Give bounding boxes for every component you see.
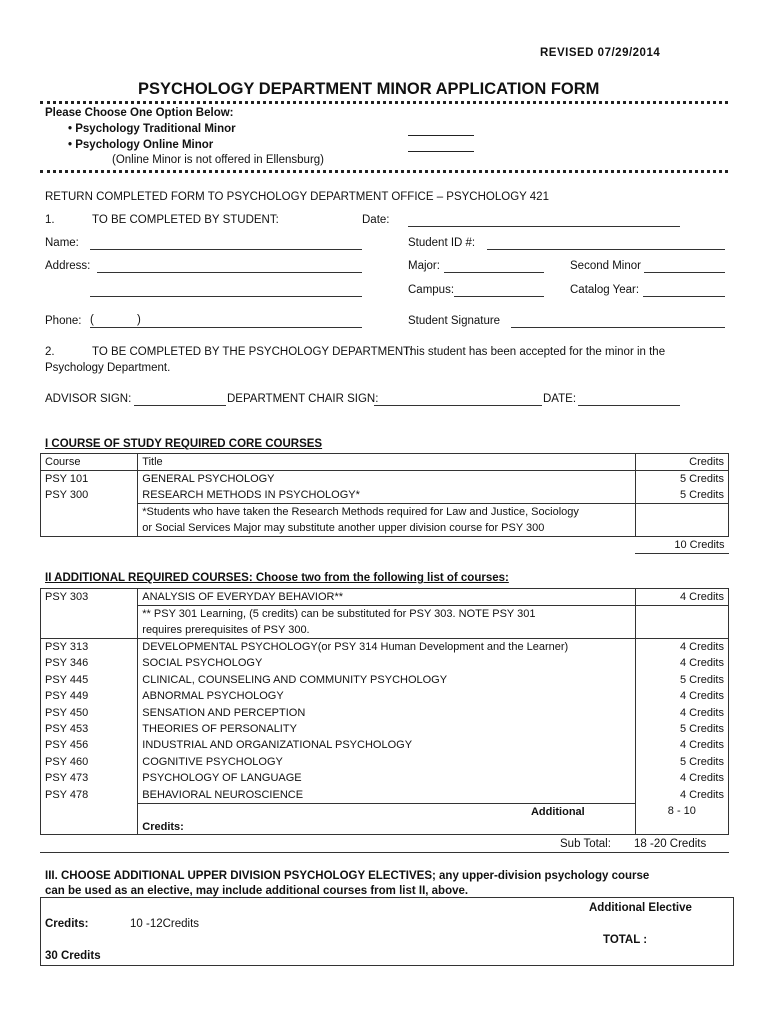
course-code: PSY 346 xyxy=(41,655,138,671)
subtotal-value: 18 -20 Credits xyxy=(634,838,707,850)
section-1-number: 1. xyxy=(45,214,55,226)
empty-cell xyxy=(41,504,138,537)
section-3-heading-2: can be used as an elective, may include additional courses from list II, above. xyxy=(45,885,469,897)
empty-cell xyxy=(635,606,728,639)
table-header-row xyxy=(41,454,729,471)
course-code: PSY 449 xyxy=(41,688,138,704)
course-code: PSY 445 xyxy=(41,672,138,688)
course-code: PSY 460 xyxy=(41,754,138,770)
empty-cell xyxy=(41,537,636,554)
course-credits: 5 Credits xyxy=(635,721,728,737)
option-online[interactable]: • Psychology Online Minor xyxy=(68,139,214,151)
course-title: DEVELOPMENTAL PSYCHOLOGY(or PSY 314 Human Development and the Learner) xyxy=(138,639,635,656)
table-row xyxy=(41,589,729,606)
table-row xyxy=(41,705,729,721)
major-label: Major: xyxy=(408,260,440,272)
course-credits: 4 Credits xyxy=(635,705,728,721)
second-minor-field[interactable] xyxy=(644,260,725,273)
section-1-heading: I COURSE OF STUDY REQUIRED CORE COURSES xyxy=(45,438,323,450)
course-title: ABNORMAL PSYCHOLOGY xyxy=(138,688,635,704)
student-id-field[interactable] xyxy=(487,237,725,250)
psy301-note xyxy=(138,606,635,639)
core-courses-table xyxy=(40,453,729,554)
dept-section-heading: TO BE COMPLETED BY THE PSYCHOLOGY DEPARTMENT: xyxy=(92,346,413,358)
course-title: RESEARCH METHODS IN PSYCHOLOGY* xyxy=(138,487,635,504)
phone-field[interactable] xyxy=(90,315,362,328)
course-title: ANALYSIS OF EVERYDAY BEHAVIOR** xyxy=(138,589,635,606)
course-code: PSY 456 xyxy=(41,737,138,753)
date-label: Date: xyxy=(362,214,390,226)
option-traditional-label: Psychology Traditional Minor xyxy=(75,123,236,135)
name-label: Name: xyxy=(45,237,79,249)
course-title: SENSATION AND PERCEPTION xyxy=(138,705,635,721)
empty-cell xyxy=(635,504,728,537)
catalog-year-field[interactable] xyxy=(643,284,725,297)
name-field[interactable] xyxy=(90,237,362,250)
course-code: PSY 303 xyxy=(41,589,138,606)
table-row xyxy=(41,672,729,688)
second-minor-label: Second Minor xyxy=(570,260,641,272)
note-line-2: requires prerequisites of PSY 300. xyxy=(142,624,310,636)
table-row xyxy=(41,688,729,704)
campus-field[interactable] xyxy=(454,284,544,297)
course-code: PSY 450 xyxy=(41,705,138,721)
col-title-header: Title xyxy=(138,454,635,471)
section-2-number: 2. xyxy=(45,346,55,358)
course-code: PSY 478 xyxy=(41,787,138,804)
table-row xyxy=(41,487,729,504)
note-line-1: *Students who have taken the Research Methods required for Law and Justice, Sociology xyxy=(142,506,579,518)
dotted-divider xyxy=(40,170,728,173)
col-course-header: Course xyxy=(41,454,138,471)
credits-label: Credits: xyxy=(142,820,184,833)
course-credits: 4 Credits xyxy=(635,737,728,753)
total-value: 30 Credits xyxy=(45,950,101,962)
course-title: GENERAL PSYCHOLOGY xyxy=(138,471,635,488)
date-field[interactable] xyxy=(408,214,680,227)
table-row xyxy=(41,787,729,804)
course-code: PSY 101 xyxy=(41,471,138,488)
dept-date-field[interactable] xyxy=(578,393,680,406)
course-credits: 5 Credits xyxy=(635,487,728,504)
phone-label: Phone: xyxy=(45,315,82,327)
subtotal-label: Sub Total: xyxy=(560,838,611,850)
additional-credits-cell xyxy=(138,803,635,834)
course-title: COGNITIVE PSYCHOLOGY xyxy=(138,754,635,770)
online-note: (Online Minor is not offered in Ellensburg) xyxy=(112,154,325,166)
table-row xyxy=(41,754,729,770)
electives-credits-value: 10 -12Credits xyxy=(130,918,200,930)
dept-acceptance-text: This student has been accepted for the minor in the xyxy=(403,346,666,358)
course-title: BEHAVIORAL NEUROSCIENCE xyxy=(138,787,635,804)
additional-credits-row xyxy=(41,803,729,834)
major-field[interactable] xyxy=(444,260,544,273)
chair-sign-label: DEPARTMENT CHAIR SIGN: xyxy=(227,393,379,405)
student-section-heading: TO BE COMPLETED BY STUDENT: xyxy=(92,214,279,226)
course-credits: 4 Credits xyxy=(635,639,728,656)
phone-area-open: ( xyxy=(90,314,94,326)
total-label: TOTAL : xyxy=(603,934,648,946)
table-row xyxy=(41,639,729,656)
table-row xyxy=(41,606,729,639)
address-label: Address: xyxy=(45,260,91,272)
course-credits: 4 Credits xyxy=(635,770,728,786)
course-code: PSY 313 xyxy=(41,639,138,656)
divider xyxy=(40,852,729,853)
section-3-heading: III. CHOOSE ADDITIONAL UPPER DIVISION PSYCHOLOGY ELECTIVES; any upper-division psychology course xyxy=(45,870,650,882)
advisor-sign-field[interactable] xyxy=(134,393,226,406)
options-heading: Please Choose One Option Below: xyxy=(45,107,234,119)
course-code: PSY 453 xyxy=(41,721,138,737)
additional-courses-table xyxy=(40,588,729,835)
phone-area-close: ) xyxy=(137,314,141,326)
additional-credits-value: 8 - 10 xyxy=(635,803,728,834)
catalog-year-label: Catalog Year: xyxy=(570,284,640,296)
course-credits: 4 Credits xyxy=(635,589,728,606)
course-credits: 4 Credits xyxy=(635,688,728,704)
table-row xyxy=(41,770,729,786)
option-traditional[interactable]: • Psychology Traditional Minor xyxy=(68,123,236,135)
student-signature-field[interactable] xyxy=(511,315,725,328)
address-field-line-1[interactable] xyxy=(97,260,362,273)
note-line-1: ** PSY 301 Learning, (5 credits) can be substituted for PSY 303. NOTE PSY 301 xyxy=(142,608,536,620)
address-field-line-2[interactable] xyxy=(90,284,362,297)
empty-cell xyxy=(41,606,138,639)
section-2-heading: II ADDITIONAL REQUIRED COURSES: Choose two from the following list of courses: xyxy=(45,572,509,584)
additional-label: Additional xyxy=(530,805,585,818)
page-title: PSYCHOLOGY DEPARTMENT MINOR APPLICATION FORM xyxy=(138,80,600,98)
traditional-check-blank[interactable] xyxy=(408,125,474,136)
course-code: PSY 473 xyxy=(41,770,138,786)
course-credits: 5 Credits xyxy=(635,754,728,770)
dept-acceptance-text-2: Psychology Department. xyxy=(45,362,171,374)
dotted-divider xyxy=(40,101,728,104)
table-total-row xyxy=(41,537,729,554)
electives-credits-label: Credits: xyxy=(45,918,89,930)
course-title: CLINICAL, COUNSELING AND COMMUNITY PSYCHOLOGY xyxy=(138,672,635,688)
table-row xyxy=(41,655,729,671)
note-line-2: or Social Services Major may substitute another upper division course for PSY 300 xyxy=(142,522,545,534)
table-row xyxy=(41,504,729,537)
table-row xyxy=(41,737,729,753)
option-online-label: Psychology Online Minor xyxy=(75,139,214,151)
chair-sign-field[interactable] xyxy=(374,393,542,406)
course-title: SOCIAL PSYCHOLOGY xyxy=(138,655,635,671)
revised-date: REVISED 07/29/2014 xyxy=(540,47,661,59)
course-title: PSYCHOLOGY OF LANGUAGE xyxy=(138,770,635,786)
student-id-label: Student ID #: xyxy=(408,237,476,249)
core-total-credits: 10 Credits xyxy=(635,537,728,554)
table-row xyxy=(41,471,729,488)
course-credits: 4 Credits xyxy=(635,655,728,671)
campus-label: Campus: xyxy=(408,284,455,296)
dept-date-label: DATE: xyxy=(543,393,577,405)
return-instructions: RETURN COMPLETED FORM TO PSYCHOLOGY DEPARTMENT OFFICE – PSYCHOLOGY 421 xyxy=(45,191,549,203)
advisor-sign-label: ADVISOR SIGN: xyxy=(45,393,132,405)
course-credits: 5 Credits xyxy=(635,672,728,688)
course-title: INDUSTRIAL AND ORGANIZATIONAL PSYCHOLOGY xyxy=(138,737,635,753)
course-credits: 5 Credits xyxy=(635,471,728,488)
signature-label: Student Signature xyxy=(408,315,501,327)
course-title: THEORIES OF PERSONALITY xyxy=(138,721,635,737)
col-credits-header: Credits xyxy=(635,454,728,471)
additional-elective-label: Additional Elective xyxy=(589,902,692,914)
empty-cell xyxy=(41,803,138,834)
online-check-blank[interactable] xyxy=(408,141,474,152)
research-methods-note xyxy=(138,504,635,537)
course-code: PSY 300 xyxy=(41,487,138,504)
course-credits: 4 Credits xyxy=(635,787,728,804)
table-row xyxy=(41,721,729,737)
